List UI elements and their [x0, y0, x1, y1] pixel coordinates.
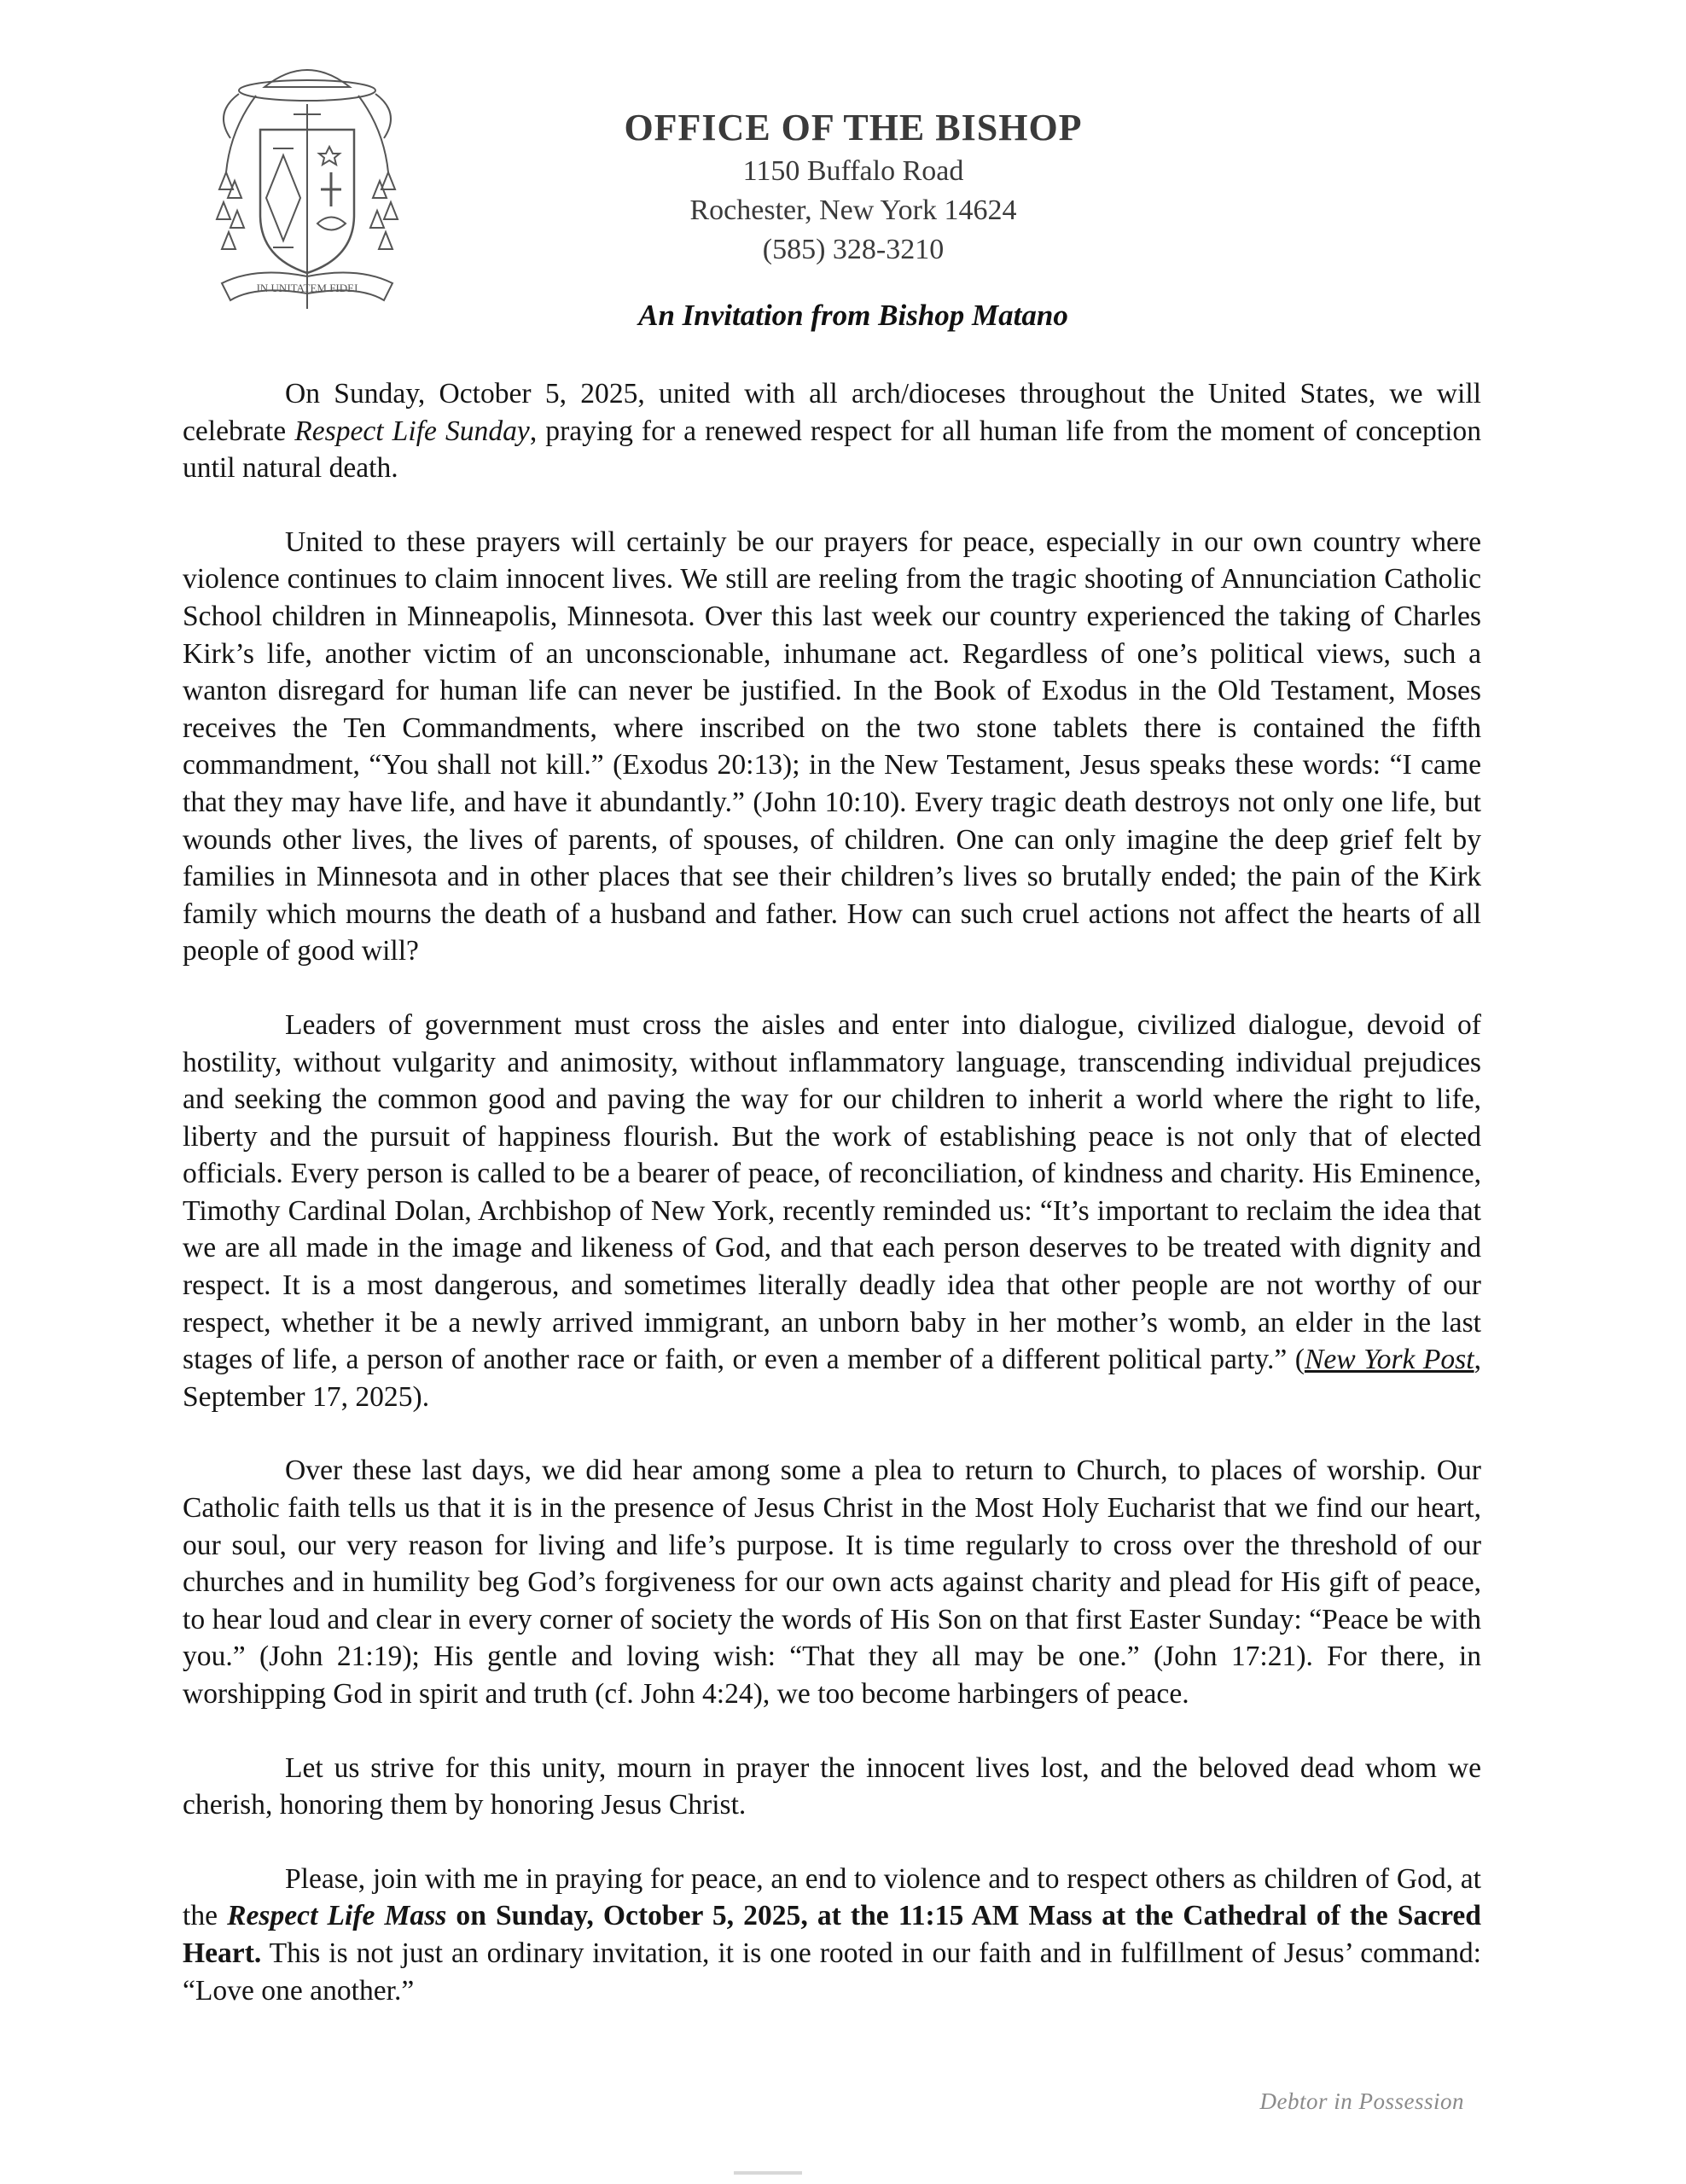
paragraph-6-text-d: This is not just an ordinary invitation, it is one rooted in our faith and in fulfillment of Jesus’ command: “Love one another.”	[183, 1937, 1481, 2007]
paragraph-1	[183, 375, 1481, 487]
paragraph-6	[183, 1861, 1481, 2009]
scan-artifact	[734, 2171, 802, 2175]
letter-body	[183, 375, 1481, 2046]
letter-title: An Invitation from Bishop Matano	[638, 299, 1068, 332]
paragraph-3-text-a: Leaders of government must cross the aisles and enter into dialogue, civilized dialogue, devoid of hostility, without vulgarity and animosity, without inflammatory language, transcending individual prejudices and seeking the common good and paving the way for our children to inherit a world where the right to life, liberty and the pursuit of happiness flourish. But the work of establishing peace is not only that of elected officials. Every person is called to be a bearer of peace, of reconciliation, of kindness and charity. His Eminence, Timothy Cardinal Dolan, Archbishop of New York, recently reminded us: “It’s important to reclaim the idea that we are all made in the image and likeness of God, and that each person deserves to be treated with dignity and respect. It is a most dangerous, and sometimes literally deadly idea that other people are not worthy of our respect, whether it be a newly arrived immigrant, an unborn baby in her mother’s womb, an elder in the last stages of life, a person of another race or faith, or even a member of a different political party.” (	[183, 1008, 1481, 1376]
paragraph-4: Over these last days, we did hear among some a plea to return to Church, to places of worship. Our Catholic faith tells us that it is in the presence of Jesus Christ in the Most Holy Eucharist that we find our heart, our soul, our very reason for living and life’s purpose. It is time regularly to cross over the threshold of our churches and in humility beg God’s forgiveness for our own acts against charity and plead for His gift of peace, to hear loud and clear in every corner of society the words of His Son on that first Easter Sunday: “Peace be with you.” (John 21:19); His gentle and loving wish: “That they all may be one.” (John 17:21). For there, in worshipping God in spirit and truth (cf. John 4:24), we too become harbingers of peace.	[183, 1455, 1481, 1710]
paragraph-6-text-a: Please, join with me in praying for peace, an end to violence and to respect others as children of God, at the	[183, 1862, 1481, 1932]
svg-text:IN UNITATEM FIDEI: IN UNITATEM FIDEI	[256, 282, 358, 294]
address-line-2: Rochester, New York 14624	[689, 195, 1017, 226]
office-name: OFFICE OF THE BISHOP	[624, 107, 1083, 148]
paragraph-1-text-c: , praying for a renewed respect for all human life from the moment of conception until natural death.	[183, 415, 1481, 485]
debtor-in-possession-note: Debtor in Possession	[1259, 2088, 1464, 2114]
address-line-1: 1150 Buffalo Road	[742, 155, 964, 187]
letterhead	[529, 104, 1177, 270]
respect-life-sunday-emphasis: Respect Life Sunday	[294, 415, 530, 447]
paragraph-3-text-c: , September 17, 2025).	[183, 1344, 1481, 1413]
paragraph-2: United to these prayers will certainly be our prayers for peace, especially in our own country where violence continues to claim innocent lives. We still are reeling from the tragic shooting of Annunciation Catholic School children in Minneapolis, Minnesota. Over this last week our country experienced the taking of Charles Kirk’s life, another victim of an unconscionable, inhumane act. Regardless of one’s political views, such a wanton disregard for human life can never be justified. In the Book of Exodus in the Old Testament, Moses receives the Ten Commandments, where inscribed on the two stone tablets there is contained the fifth commandment, “You shall not kill.” (Exodus 20:13); in the New Testament, Jesus speaks these words: “I came that they may have life, and have it abundantly.” (John 10:10). Every tragic death destroys not only one life, but wounds other lives, the lives of parents, of spouses, of children. One can only imagine the deep grief felt by families in Minnesota and in other places that see their children’s lives so brutally ended; the pain of the Kirk family which mourns the death of a husband and father. How can such cruel actions not affect the hearts of all people of good will?	[183, 526, 1481, 967]
paragraph-5: Let us strive for this unity, mourn in prayer the innocent lives lost, and the beloved dead whom we cherish, honoring them by honoring Jesus Christ.	[183, 1751, 1481, 1821]
coat-of-arms-icon	[205, 53, 410, 326]
mass-details-bold: on Sunday, October 5, 2025, at the 11:15 AM Mass at the Cathedral of the Sacred Heart.	[183, 1900, 1481, 1969]
paragraph-3	[183, 1007, 1481, 1416]
respect-life-mass-emphasis: Respect Life Mass	[227, 1900, 447, 1932]
phone-number: (585) 328-3210	[762, 234, 945, 265]
paragraph-1-text-a: On Sunday, October 5, 2025, united with all arch/dioceses throughout the United States, we will celebrate	[183, 378, 1481, 447]
new-york-post-citation: New York Post	[1304, 1344, 1474, 1376]
